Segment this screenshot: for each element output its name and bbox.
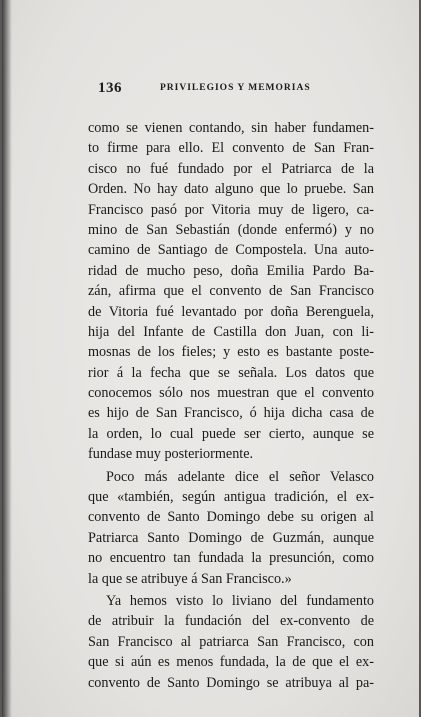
text-line: hija del Infante de Castilla don Juan, con li-	[88, 323, 374, 340]
text-line: que «también, según antigua tradición, el ex-	[88, 489, 374, 506]
text-line: de atribuir la fundación del ex-convento de	[88, 613, 374, 630]
text-line: Francisco pasó por Vitoria muy de ligero, ca-	[88, 201, 374, 218]
text-line: fundase muy posteriormente.	[88, 446, 254, 463]
text-line: cisco no fué fundado por el Patriarca de la	[88, 160, 374, 177]
text-line: la orden, lo cual puede ser cierto, aunque se	[88, 425, 374, 442]
paragraph	[88, 591, 374, 693]
page-number: 136	[98, 80, 122, 96]
binding-shadow	[2, 0, 12, 717]
text-line: ridad de mucho peso, doña Emilia Pardo Ba-	[88, 262, 374, 279]
text-line: San Francisco al patriarca San Francisco, con	[88, 633, 374, 650]
text-line: es hijo de San Francisco, ó hija dicha casa de	[88, 405, 374, 422]
text-line: como se vienen contando, sin haber fundamen-	[88, 120, 374, 136]
text-line: que si aún es menos fundada, la de que el ex-	[88, 654, 374, 671]
text-line: la que se atribuye á San Francisco.»	[88, 570, 292, 587]
text-line: mino de San Sebastián (donde enfermó) y no	[88, 221, 374, 238]
text-line: camino de Santiago de Compostela. Una auto-	[88, 242, 374, 259]
text-line: mosnas de los fieles; y esto es bastante poste-	[88, 344, 374, 361]
paragraph	[88, 118, 374, 465]
text-line: rior á la fecha que se señala. Los datos que	[88, 364, 374, 381]
text-line: Patriarca Santo Domingo de Guzmán, aunque	[88, 529, 374, 546]
body-text	[88, 118, 374, 693]
text-line: Orden. No hay dato alguno que lo pruebe. San	[88, 181, 374, 198]
text-line: de Vitoria fué levantado por doña Berenguela,	[88, 303, 374, 320]
page-header	[98, 80, 358, 100]
text-line: Ya hemos visto lo liviano del fundamento	[106, 592, 374, 609]
paragraph	[88, 467, 374, 589]
text-line: convento de Santo Domingo se atribuya al pa-	[88, 674, 374, 691]
running-head: PRIVILEGIOS Y MEMORIAS	[160, 83, 311, 93]
text-line: conocemos sólo nos muestran que el convento	[88, 385, 374, 402]
text-line: Poco más adelante dice el señor Velasco	[106, 468, 374, 485]
text-line: no encuentro tan fundada la presunción, como	[88, 550, 374, 567]
text-line: to firme para ello. El convento de San Fran-	[88, 140, 374, 157]
text-line: zán, afirma que el convento de San Francisco	[88, 283, 374, 300]
text-line: convento de Santo Domingo debe su origen al	[88, 509, 374, 526]
book-page	[2, 0, 419, 717]
